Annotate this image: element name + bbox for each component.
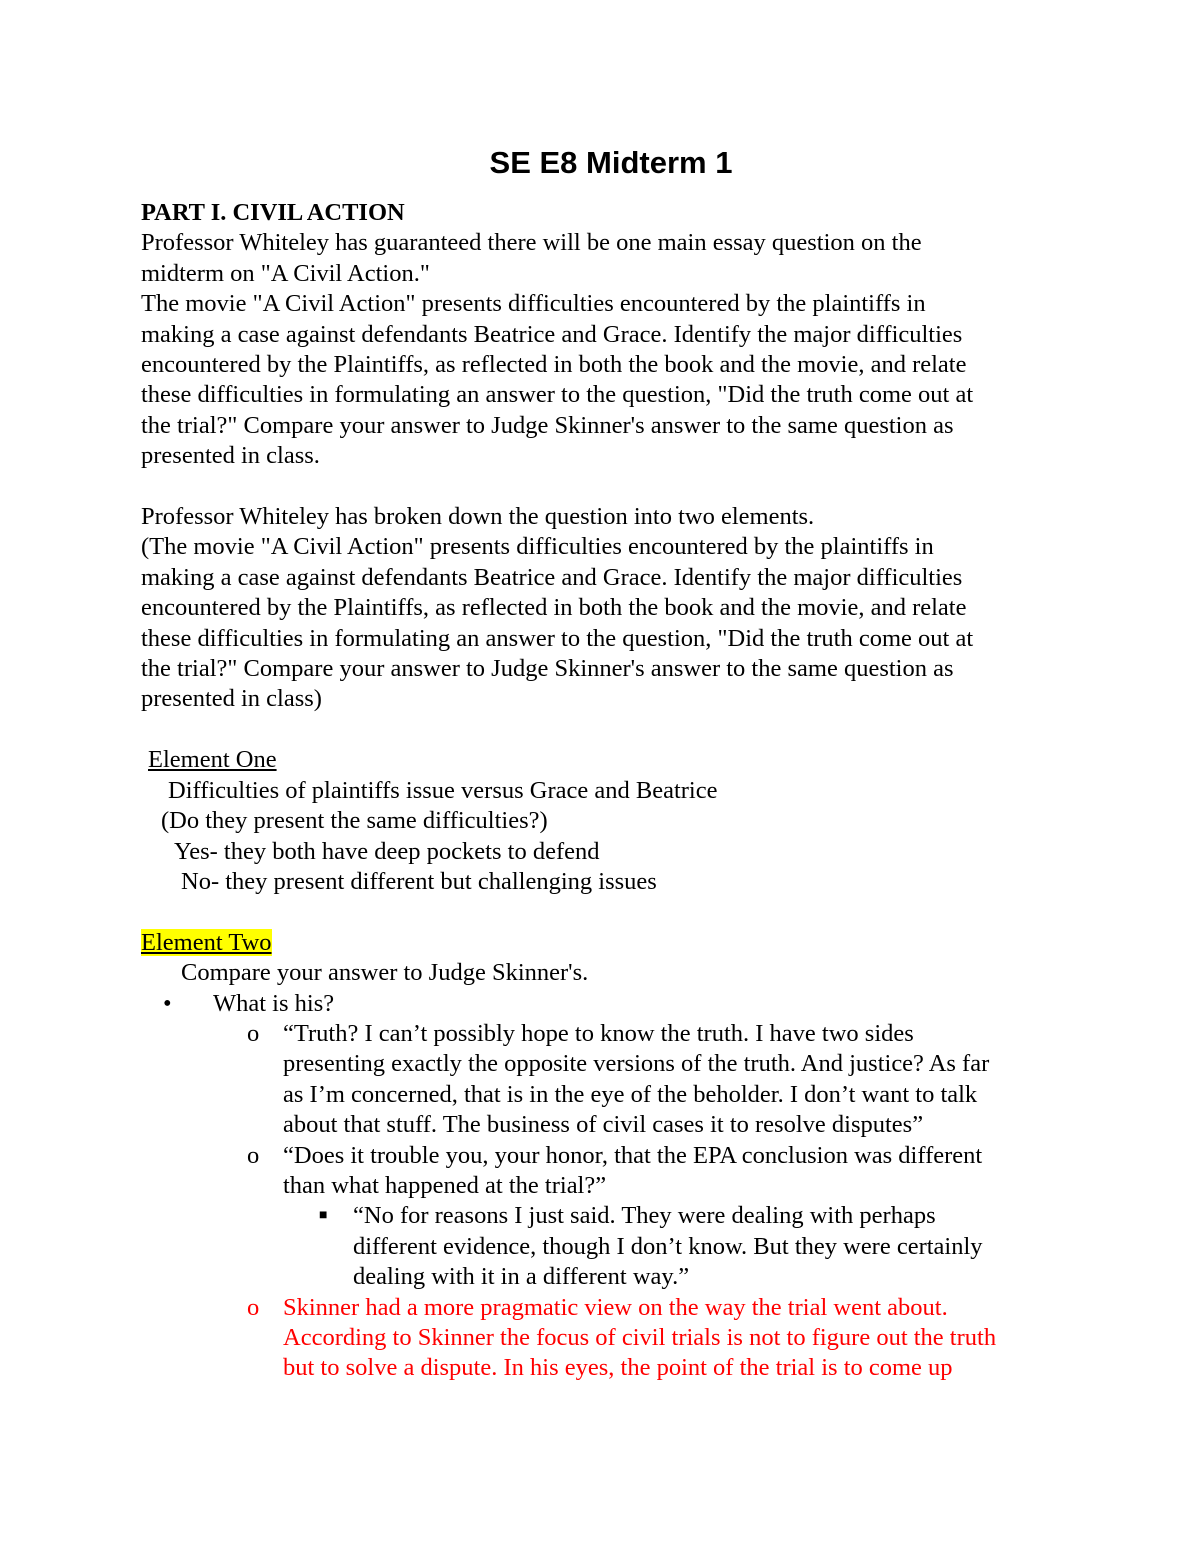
quote-line: “Truth? I can’t possibly hope to know the truth. I have two sides [283, 1019, 914, 1047]
answer-line: “No for reasons I just said. They were dealing with perhaps [353, 1202, 936, 1230]
note-line: Skinner had a more pragmatic view on the way the trial went about. [283, 1293, 948, 1321]
intro-line: presented in class. [141, 442, 320, 470]
quote-line: as I’m concerned, that is in the eye of the beholder. I don’t want to talk [283, 1080, 978, 1108]
spacer [141, 897, 1071, 927]
part-heading: PART I. CIVIL ACTION [141, 199, 405, 226]
intro-line: The movie "A Civil Action" presents difficulties encountered by the plaintiffs in [141, 290, 926, 318]
square-bullet-icon: ■ [319, 1208, 328, 1224]
intro-line: making a case against defendants Beatrice and Grace. Identify the major difficulties [141, 320, 963, 348]
breakdown-line: presented in class) [141, 685, 322, 713]
spacer [141, 715, 1071, 745]
note-line: but to solve a dispute. In his eyes, the point of the trial is to come up [283, 1354, 953, 1382]
element-one-section [141, 745, 1071, 897]
breakdown-line: encountered by the Plaintiffs, as reflected in both the book and the movie, and relate [141, 594, 967, 622]
bullet-icon: • [163, 989, 172, 1017]
document-title: SE E8 Midterm 1 [489, 145, 733, 180]
sub-item-quote1 [141, 1019, 1071, 1141]
element-two-section [141, 928, 1071, 1384]
circle-bullet-icon: o [247, 1293, 260, 1321]
element-one-line: Difficulties of plaintiffs issue versus Grace and Beatrice [168, 776, 718, 804]
note-line: According to Skinner the focus of civil trials is not to figure out the truth [283, 1323, 997, 1351]
bullet-text: What is his? [213, 989, 335, 1017]
breakdown-paragraph [141, 502, 1071, 715]
subsub-item-answer [141, 1201, 1071, 1292]
bullet-item [141, 989, 1071, 1019]
quote-line: than what happened at the trial?” [283, 1171, 607, 1199]
element-two-heading: Element Two [141, 928, 272, 956]
element-one-heading: Element One [148, 746, 277, 774]
breakdown-line: Professor Whiteley has broken down the question into two elements. [141, 503, 815, 531]
breakdown-line: (The movie "A Civil Action" presents difficulties encountered by the plaintiffs in [141, 533, 934, 561]
intro-line: midterm on "A Civil Action." [141, 259, 430, 287]
intro-line: encountered by the Plaintiffs, as reflected in both the book and the movie, and relate [141, 351, 967, 379]
sub-item-note [141, 1293, 1071, 1384]
quote-line: “Does it trouble you, your honor, that the EPA conclusion was different [283, 1141, 983, 1169]
element-one-line: No- they present different but challenging issues [181, 867, 657, 895]
quote-line: about that stuff. The business of civil cases it to resolve disputes” [283, 1111, 924, 1139]
element-one-line: (Do they present the same difficulties?) [161, 807, 548, 835]
intro-paragraph [141, 228, 1071, 471]
intro-line: these difficulties in formulating an answer to the question, "Did the truth come out at [141, 381, 974, 409]
breakdown-line: these difficulties in formulating an answer to the question, "Did the truth come out at [141, 624, 974, 652]
circle-bullet-icon: o [247, 1019, 260, 1047]
intro-line: the trial?" Compare your answer to Judge Skinner's answer to the same question as [141, 411, 954, 439]
answer-line: different evidence, though I don’t know. But they were certainly [353, 1232, 983, 1260]
sub-item-quote2 [141, 1141, 1071, 1202]
circle-bullet-icon: o [247, 1141, 260, 1169]
element-two-compare: Compare your answer to Judge Skinner's. [181, 959, 589, 987]
element-one-line: Yes- they both have deep pockets to defend [174, 837, 600, 865]
answer-line: dealing with it in a different way.” [353, 1263, 690, 1291]
intro-line: Professor Whiteley has guaranteed there will be one main essay question on the [141, 229, 922, 257]
spacer [141, 472, 1071, 502]
breakdown-line: making a case against defendants Beatrice and Grace. Identify the major difficulties [141, 563, 963, 591]
breakdown-line: the trial?" Compare your answer to Judge Skinner's answer to the same question as [141, 655, 954, 683]
quote-line: presenting exactly the opposite versions of the truth. And justice? As far [283, 1050, 990, 1078]
document-page [141, 140, 1071, 1384]
